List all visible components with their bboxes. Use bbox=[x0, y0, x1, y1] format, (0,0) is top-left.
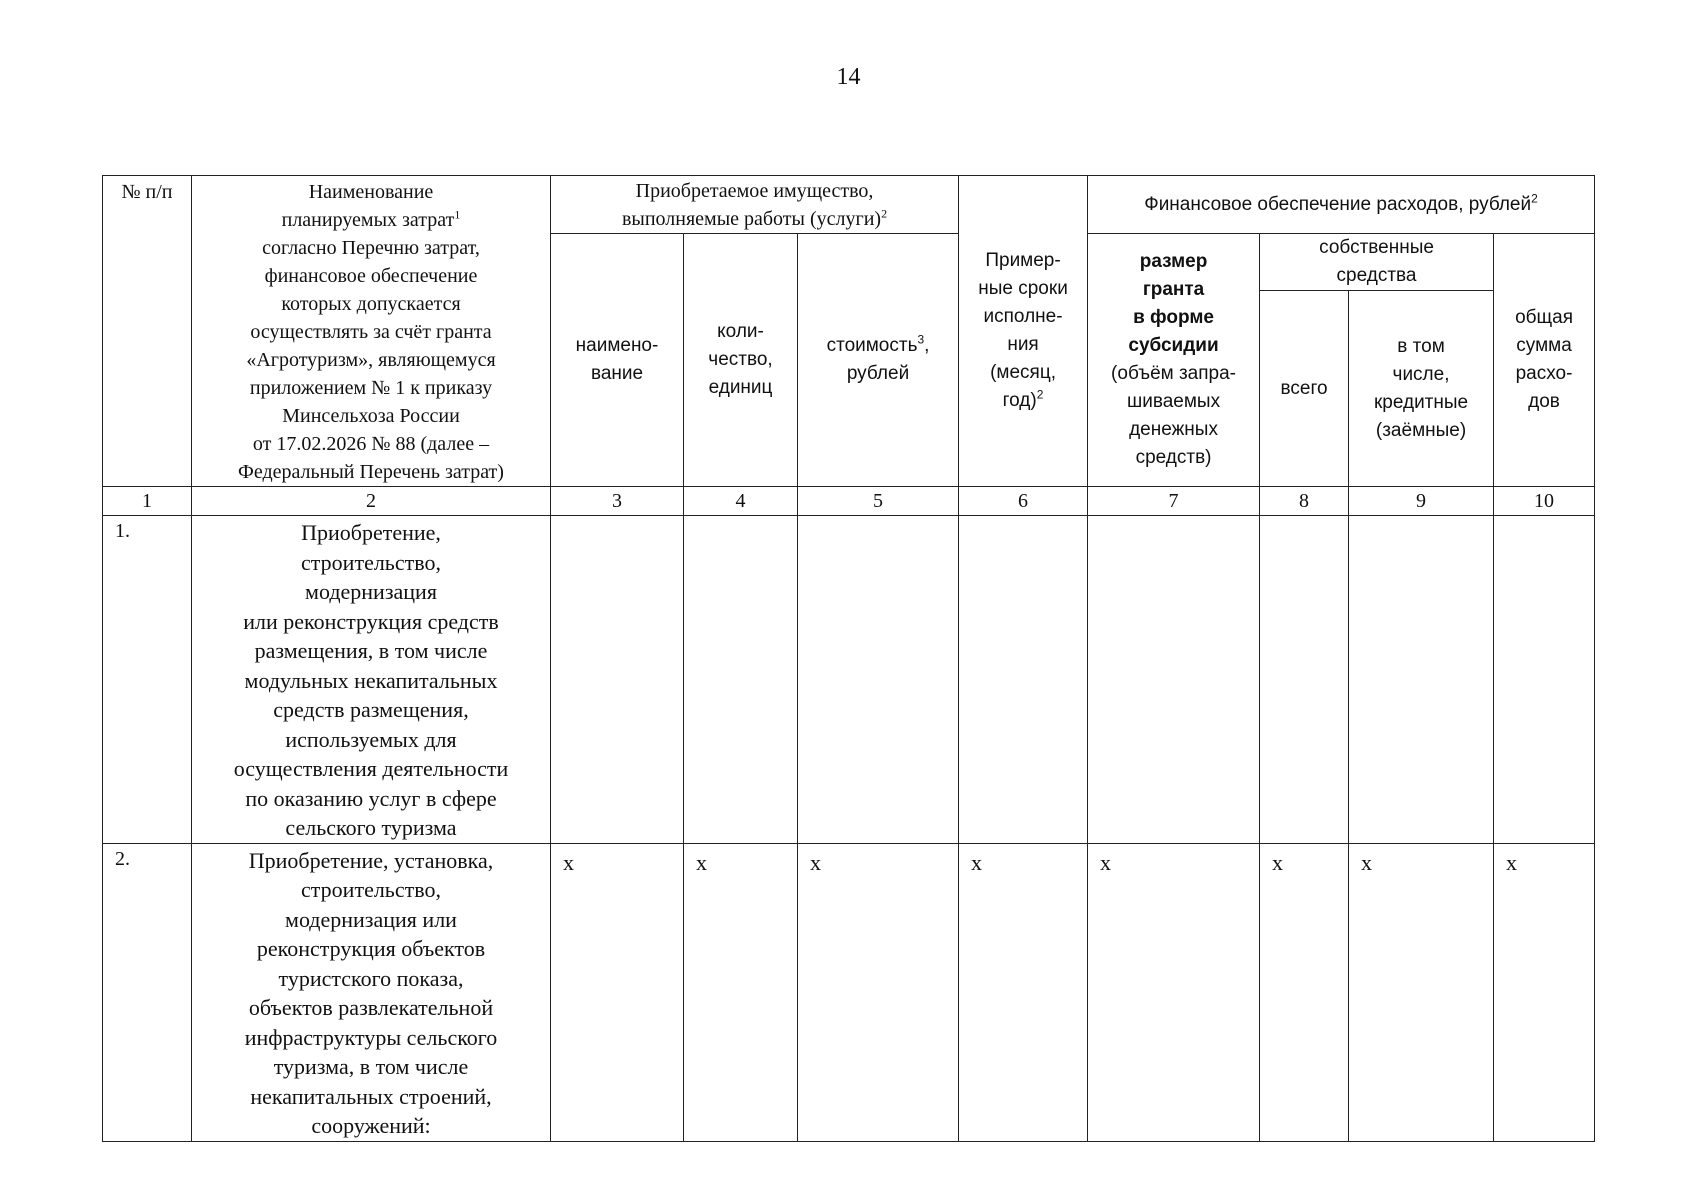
header-sub-grant-bold-0: размер bbox=[1139, 251, 1208, 272]
header-col-terms-line-1: ные сроки bbox=[978, 278, 1068, 299]
header-sub-qty-line-0: коли- bbox=[717, 321, 764, 342]
header-sub-grant-bold-2: в форме bbox=[1133, 307, 1214, 328]
column-number-row bbox=[103, 487, 1595, 516]
header-col-name-line-5: осуществлять за счёт гранта bbox=[250, 321, 492, 343]
row-cost-name-line: используемых для bbox=[285, 726, 457, 752]
header-sub-cost bbox=[798, 234, 959, 487]
header-sub-grant-bold-1: гранта bbox=[1142, 279, 1205, 300]
row-number: 1. bbox=[103, 516, 192, 844]
row-cost-name-line: реконструкция объектов bbox=[256, 936, 486, 961]
row-cost-name-line: по оказанию услуг в сфере bbox=[245, 785, 497, 811]
header-sub-total-line-3: дов bbox=[1528, 391, 1560, 412]
header-sub-grant bbox=[1088, 234, 1260, 487]
header-sub-credit-line-1: числе, bbox=[1392, 363, 1450, 385]
row-cost-name-line: средств размещения, bbox=[273, 697, 469, 722]
row-cost-name-line: сельского туризма bbox=[285, 815, 457, 840]
column-number: 2 bbox=[192, 487, 551, 516]
column-number: 10 bbox=[1494, 487, 1595, 516]
table-cell-x-mark: x bbox=[1494, 843, 1595, 1141]
row-cost-name-line: строительство, bbox=[301, 549, 441, 575]
header-sub-name-line-0: наимено- bbox=[575, 335, 659, 356]
header-sub-cost-line-0: стоимость bbox=[826, 335, 918, 356]
header-col-name-line-4: которых допускается bbox=[281, 293, 461, 315]
page-number: 14 bbox=[836, 64, 861, 90]
table-row bbox=[103, 516, 1595, 844]
column-number: 8 bbox=[1260, 487, 1349, 516]
header-sub-grant-line-0: (объём запра- bbox=[1111, 363, 1237, 384]
header-col-name-line-0: Наименование bbox=[308, 181, 434, 203]
header-col-name-line-7: приложением № 1 к приказу bbox=[249, 377, 493, 399]
row-cost-name-line: Приобретение, установка, bbox=[248, 847, 494, 873]
header-sub-own-total: всего bbox=[1260, 291, 1349, 487]
header-sub-credit-line-2: кредитные bbox=[1373, 391, 1469, 413]
header-sub-grant-line-2: денежных bbox=[1129, 419, 1218, 440]
column-number: 6 bbox=[959, 487, 1088, 516]
column-number: 7 bbox=[1088, 487, 1260, 516]
table-row bbox=[103, 843, 1595, 1141]
header-sub-qty-line-2: единиц bbox=[708, 377, 773, 398]
row-cost-name-line: осуществления деятельности bbox=[233, 756, 509, 781]
table-cell-x-mark: x bbox=[959, 843, 1088, 1141]
header-sub-qty-line-1: чество, bbox=[708, 349, 773, 370]
row-cost-name-line: модернизация или bbox=[285, 906, 457, 932]
header-sub-total bbox=[1494, 234, 1595, 487]
table-cell-x-mark: x bbox=[551, 843, 684, 1141]
row-cost-name-line: инфраструктуры сельского bbox=[244, 1024, 498, 1050]
table-cell bbox=[684, 516, 798, 844]
footnote-1-marker: 1 bbox=[454, 207, 461, 222]
header-col-name-line-8: Минсельхоза России bbox=[282, 405, 460, 427]
footnote-2-marker-terms: 2 bbox=[1036, 387, 1044, 402]
header-col-name-line-10: Федеральный Перечень затрат) bbox=[238, 461, 504, 483]
header-col-terms bbox=[959, 176, 1088, 487]
header-group-property bbox=[551, 176, 959, 234]
row-cost-name-line: строительство, bbox=[301, 877, 441, 902]
footnote-3-marker: 3 bbox=[917, 332, 925, 347]
header-col-terms-line-2: исполне- bbox=[983, 306, 1063, 327]
header-sub-name bbox=[551, 234, 684, 487]
row-cost-name-line: некапитальных строений, bbox=[250, 1083, 492, 1109]
row-cost-name-line: туристского показа, bbox=[278, 965, 464, 991]
row-cost-name-line: Приобретение, bbox=[301, 520, 441, 545]
column-number: 3 bbox=[551, 487, 684, 516]
row-cost-name-line: или реконструкция средств bbox=[243, 608, 499, 634]
header-group-finance bbox=[1088, 176, 1595, 234]
header-sub-credit-line-0: в том bbox=[1397, 335, 1445, 357]
column-number: 5 bbox=[798, 487, 959, 516]
column-number: 1 bbox=[103, 487, 192, 516]
header-col-name-line-9: от 17.02.2026 № 88 (далее – bbox=[252, 433, 490, 455]
header-sub-name-line-1: вание bbox=[590, 363, 644, 384]
header-sub-credit-line-3: (заёмные) bbox=[1375, 419, 1467, 441]
table-cell bbox=[1260, 516, 1349, 844]
header-group-finance-label: Финансовое обеспечение расходов, рублей bbox=[1144, 193, 1532, 215]
column-number: 4 bbox=[684, 487, 798, 516]
column-number: 9 bbox=[1349, 487, 1494, 516]
header-col-name-line-2: согласно Перечню затрат, bbox=[262, 237, 480, 259]
row-cost-name bbox=[192, 843, 551, 1141]
row-cost-name bbox=[192, 516, 551, 844]
header-sub-qty bbox=[684, 234, 798, 487]
header-sub-grant-line-3: средств) bbox=[1135, 447, 1212, 468]
row-cost-name-line: сооружений: bbox=[311, 1113, 431, 1138]
table-cell-x-mark: x bbox=[1349, 843, 1494, 1141]
header-sub-credit bbox=[1349, 291, 1494, 487]
table-cell bbox=[551, 516, 684, 844]
row-cost-name-line: модульных некапитальных bbox=[244, 667, 498, 693]
header-col-no: № п/п bbox=[103, 176, 192, 487]
header-sub-grant-line-1: шиваемых bbox=[1126, 391, 1221, 412]
header-sub-total-line-1: сумма bbox=[1516, 335, 1572, 356]
row-cost-name-line: туризма, в том числе bbox=[273, 1054, 469, 1079]
header-col-terms-line-4: (месяц, bbox=[990, 362, 1056, 383]
table-cell-x-mark: x bbox=[1088, 843, 1260, 1141]
footnote-2-marker: 2 bbox=[881, 205, 888, 220]
header-col-terms-line-3: ния bbox=[1007, 334, 1039, 355]
header-col-terms-line-0: Пример- bbox=[985, 250, 1061, 271]
header-group-own-line-1: средства bbox=[1336, 265, 1417, 286]
header-sub-cost-line-1: рублей bbox=[846, 363, 910, 384]
table-cell bbox=[1349, 516, 1494, 844]
header-group-own bbox=[1260, 234, 1494, 291]
table-cell bbox=[959, 516, 1088, 844]
row-cost-name-line: объектов развлекательной bbox=[248, 995, 494, 1020]
table-cell-x-mark: x bbox=[1260, 843, 1349, 1141]
header-row-top bbox=[103, 176, 1595, 234]
header-col-terms-line-5: год) bbox=[1002, 390, 1037, 411]
footnote-2-marker-finance: 2 bbox=[1531, 191, 1538, 206]
header-col-name-line-3: финансовое обеспечение bbox=[264, 265, 478, 287]
table-cell-x-mark: x bbox=[684, 843, 798, 1141]
header-sub-total-line-0: общая bbox=[1515, 307, 1573, 328]
table-cell-x-mark: x bbox=[798, 843, 959, 1141]
table-cell bbox=[1494, 516, 1595, 844]
row-cost-name-line: размещения, в том числе bbox=[254, 638, 488, 663]
header-col-name-line-6: «Агротуризм», являющемуся bbox=[246, 349, 496, 371]
cost-plan-table bbox=[102, 175, 1595, 1142]
header-group-own-line-0: собственные bbox=[1319, 237, 1434, 258]
header-col-name bbox=[192, 176, 551, 487]
header-group-property-line-1: выполняемые работы (услуги) bbox=[621, 207, 882, 230]
table-cell bbox=[798, 516, 959, 844]
header-sub-total-line-2: расхо- bbox=[1515, 363, 1573, 384]
header-sub-grant-bold-3: субсидии bbox=[1128, 335, 1219, 356]
table-cell bbox=[1088, 516, 1260, 844]
row-number: 2. bbox=[103, 843, 192, 1141]
row-cost-name-line: модернизация bbox=[305, 579, 437, 604]
header-group-property-line-0: Приобретаемое имущество, bbox=[635, 179, 874, 202]
header-sub-cost-comma: , bbox=[924, 335, 930, 356]
header-col-name-line-1: планируемых затрат bbox=[281, 209, 455, 231]
